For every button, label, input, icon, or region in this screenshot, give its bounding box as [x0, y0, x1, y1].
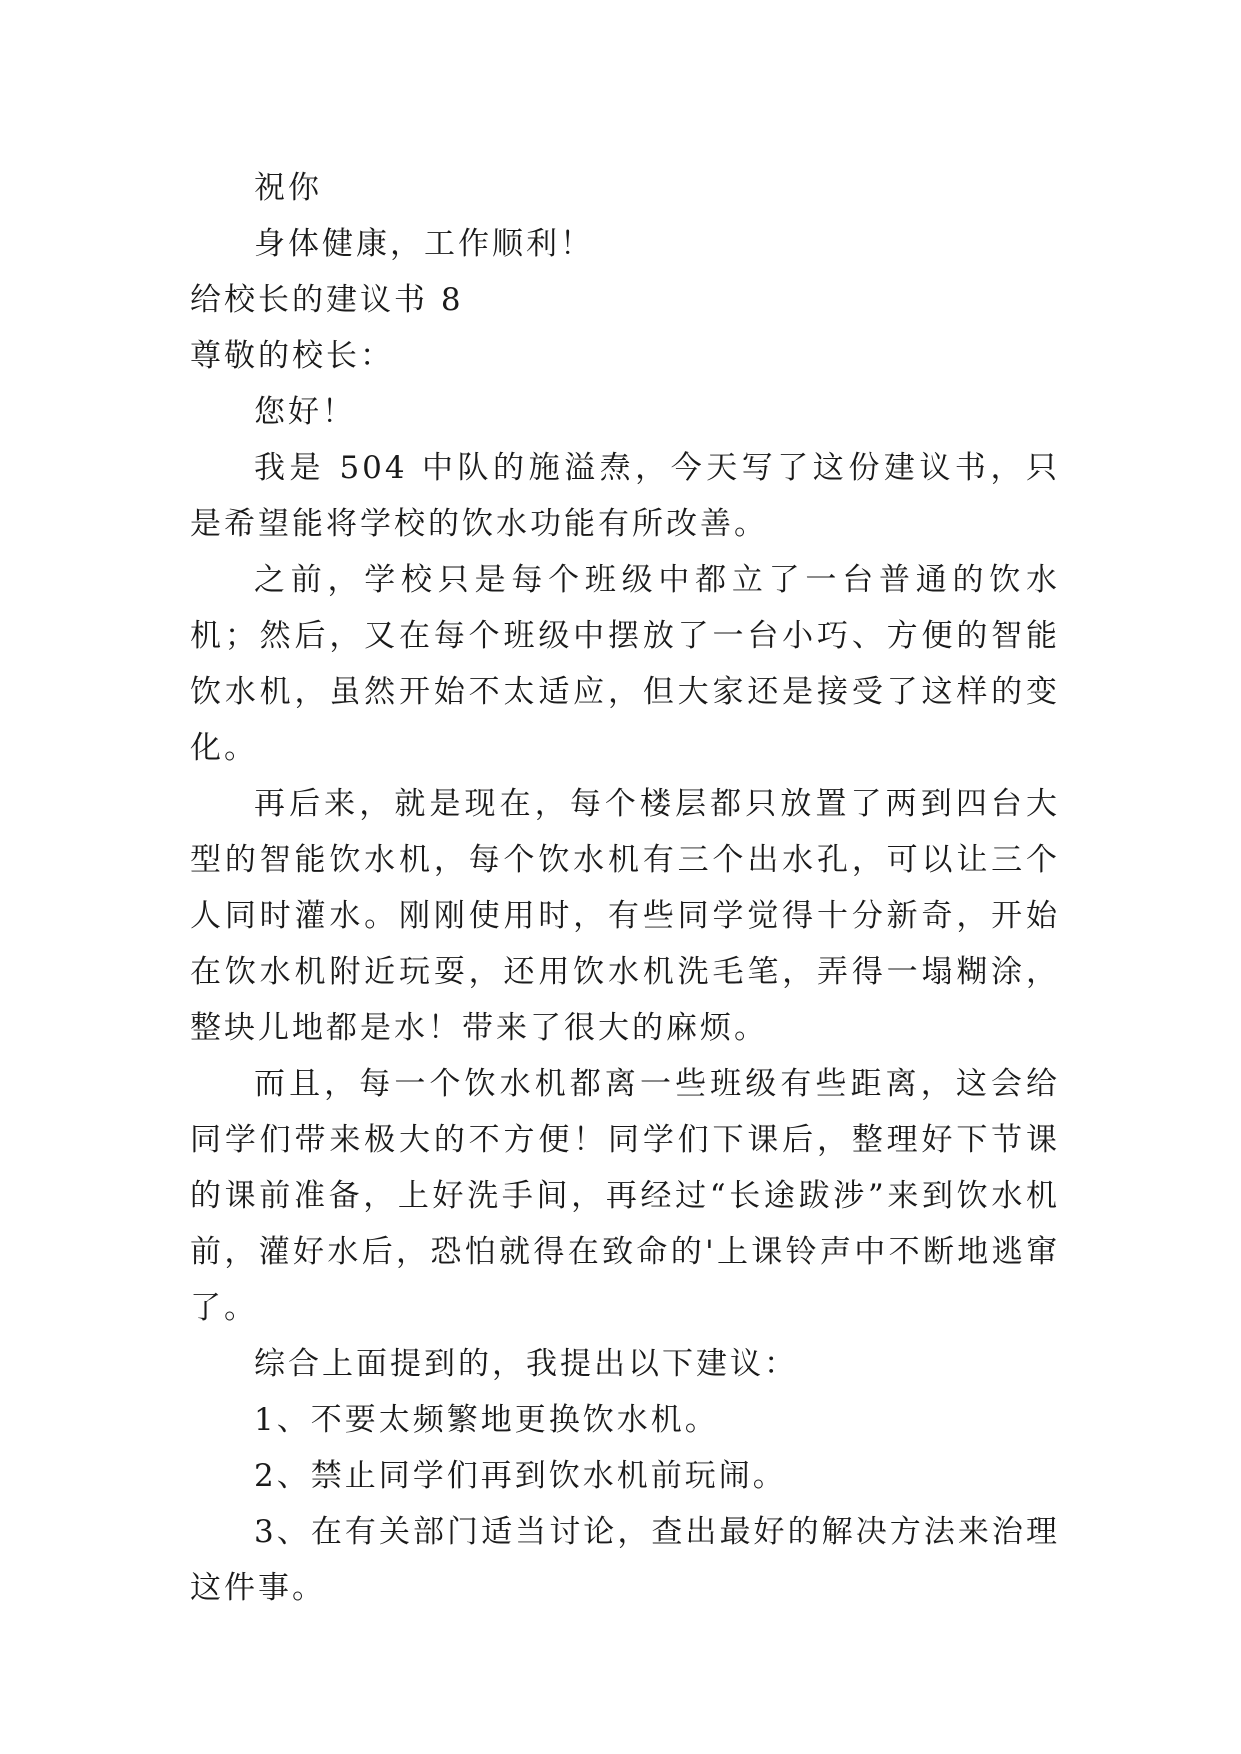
- suggestion-3: 3、在有关部门适当讨论，查出最好的解决方法来治理这件事。: [190, 1514, 1060, 1606]
- letter-title: 给校长的建议书 8: [190, 282, 464, 318]
- paragraph-current: 再后来，就是现在，每个楼层都只放置了两到四台大型的智能饮水机，每个饮水机有三个出水孔，可以让三个人同时灌水。刚刚使用时，有些同学觉得十分新奇，开始在饮水机附近玩耍，还用饮水机洗毛笔，弄得一塌糊涂，整块儿地都是水！带来了很大的麻烦。: [190, 786, 1060, 1046]
- document-body: [190, 160, 1060, 1616]
- suggestion-1: 1、不要太频繁地更换饮水机。: [254, 1402, 719, 1438]
- paragraph-history: 之前，学校只是每个班级中都立了一台普通的饮水机；然后，又在每个班级中摆放了一台小巧、方便的智能饮水机，虽然开始不太适应，但大家还是接受了这样的变化。: [190, 562, 1060, 766]
- closing-blessing: 身体健康，工作顺利！: [254, 226, 594, 262]
- paragraph-summary: 综合上面提到的，我提出以下建议：: [254, 1346, 798, 1382]
- salutation: 尊敬的校长：: [190, 338, 394, 374]
- closing-wish: 祝你: [254, 170, 322, 206]
- suggestion-2: 2、禁止同学们再到饮水机前玩闹。: [254, 1458, 787, 1494]
- greeting: 您好！: [254, 394, 356, 430]
- paragraph-intro: 我是 504 中队的施溢焘，今天写了这份建议书，只是希望能将学校的饮水功能有所改善。: [190, 450, 1060, 542]
- paragraph-problem: 而且，每一个饮水机都离一些班级有些距离，这会给同学们带来极大的不方便！同学们下课后，整理好下节课的课前准备，上好洗手间，再经过“长途跋涉”来到饮水机前，灌好水后，恐怕就得在致命的'上课铃声中不断地逃窜了。: [190, 1066, 1060, 1326]
